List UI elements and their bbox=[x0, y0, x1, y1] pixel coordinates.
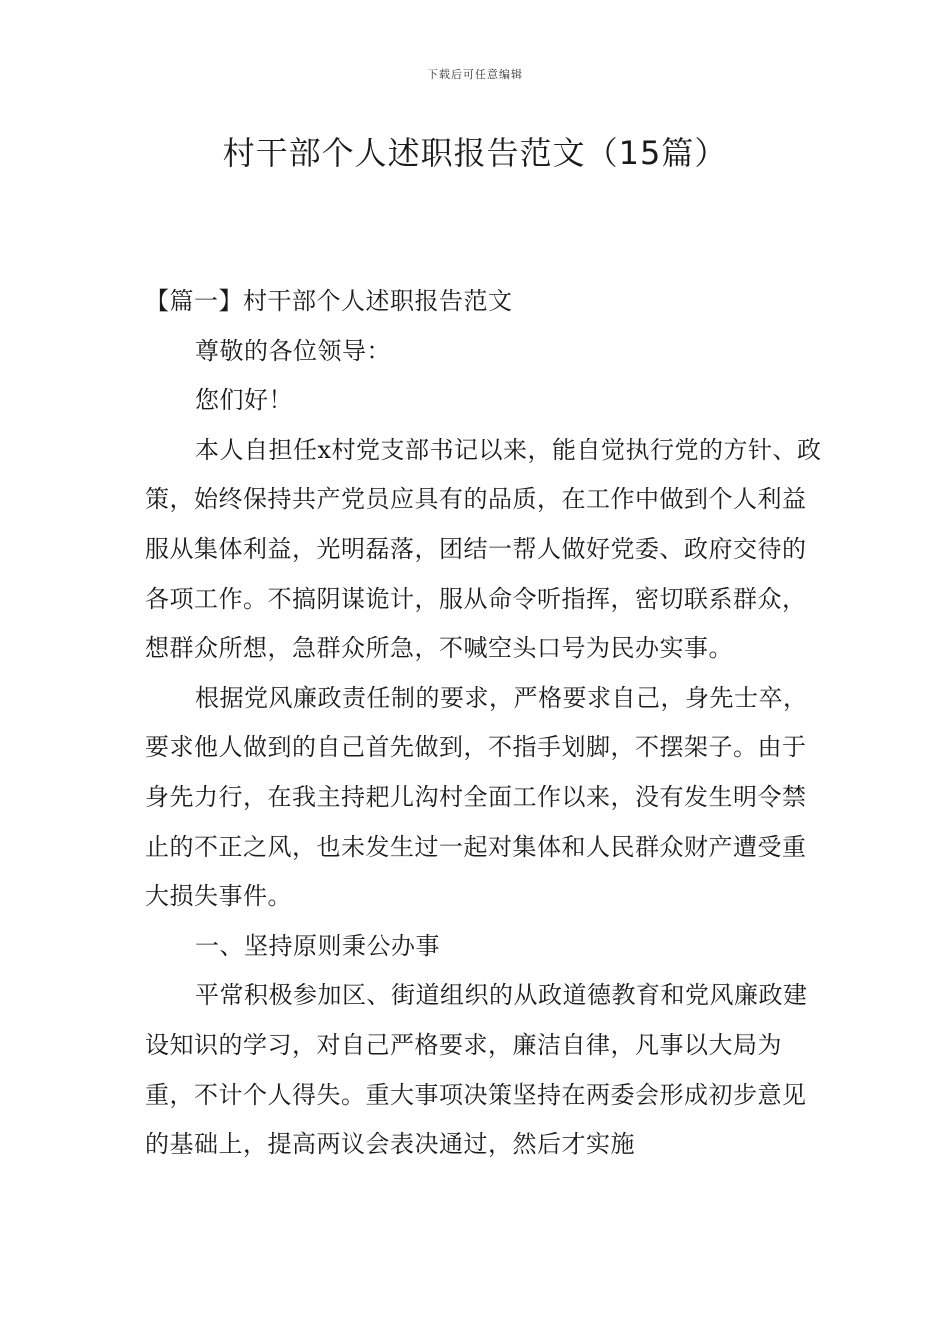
subheading: 一、坚持原则秉公办事 bbox=[195, 931, 440, 960]
header-note: 下载后可任意编辑 bbox=[427, 68, 523, 81]
paragraph: 根据党风廉政责任制的要求，严格要求自己，身先士卒，要求他人做到的自己首先做到，不指手划脚，不摆架子。由于身先力行，在我主持耙儿沟村全面工作以来，没有发生明令禁止的不正之风，也未发生过一起对集体和人民群众财产遭受重大损失事件。 bbox=[145, 683, 808, 911]
paragraph: 本人自担任x村党支部书记以来，能自觉执行党的方针、政策，始终保持共产党员应具有的品质，在工作中做到个人利益服从集体利益，光明磊落，团结一帮人做好党委、政府交待的各项工作。不搞阴谋诡计，服从命令听指挥，密切联系群众，想群众所想，急群众所急，不喊空头口号为民办实事。 bbox=[145, 435, 822, 663]
document-body bbox=[145, 277, 825, 1170]
greeting: 您们好！ bbox=[195, 386, 293, 415]
salutation: 尊敬的各位领导： bbox=[195, 336, 391, 365]
document-title: 村干部个人述职报告范文（15篇） bbox=[222, 134, 728, 172]
section-heading: 【篇一】村干部个人述职报告范文 bbox=[145, 287, 513, 315]
paragraph: 平常积极参加区、街道组织的从政道德教育和党风廉政建设知识的学习，对自己严格要求，廉洁自律，凡事以大局为重，不计个人得失。重大事项决策坚持在两委会形成初步意见的基础上，提高两议会表决通过，然后才实施 bbox=[145, 981, 808, 1159]
